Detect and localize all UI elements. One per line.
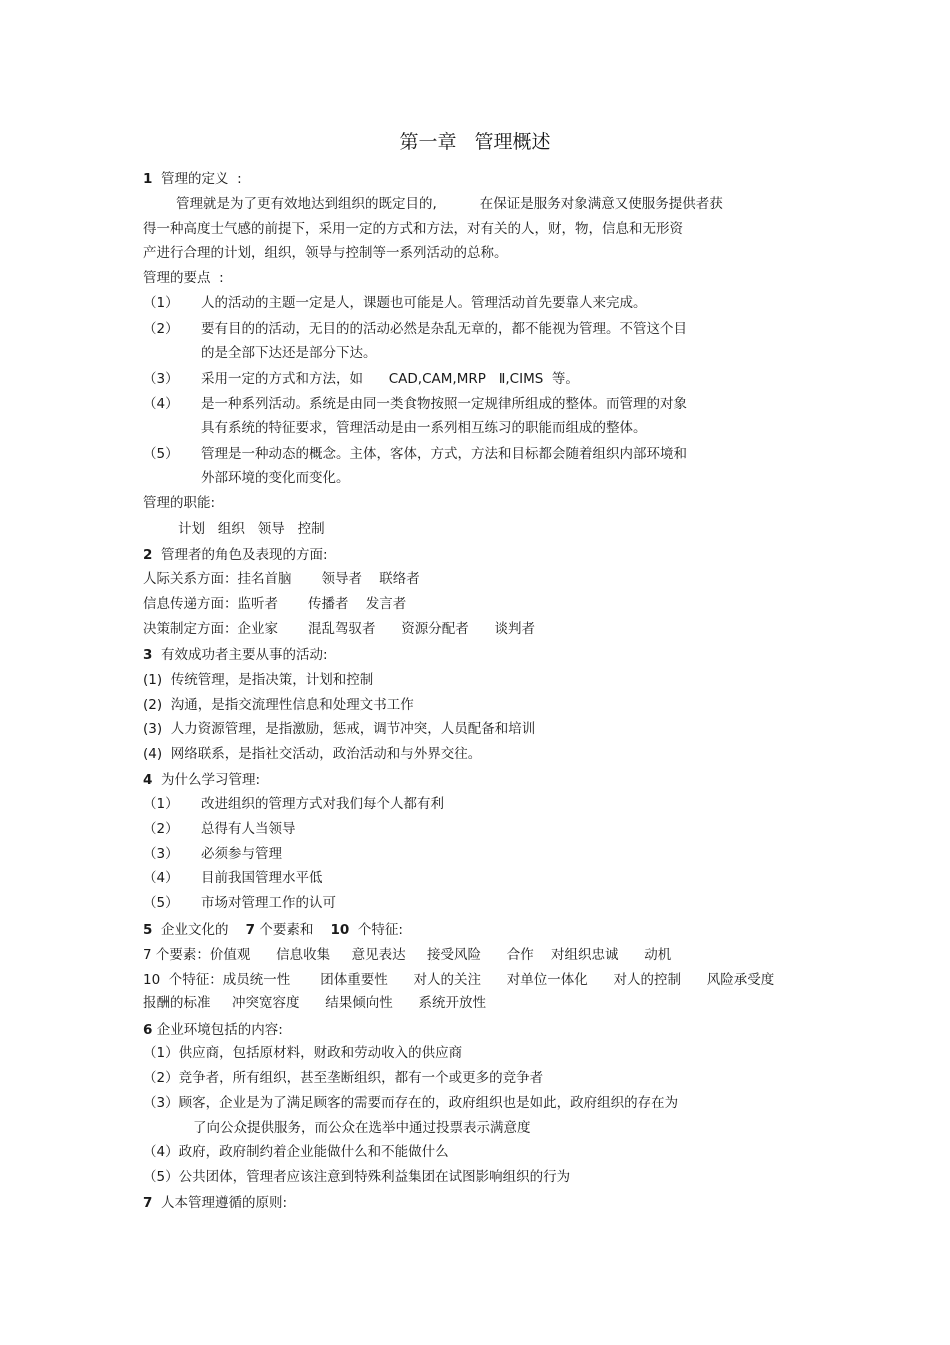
heading-number: 3 bbox=[143, 647, 153, 663]
heading-text: 企业文化的 bbox=[152, 922, 246, 938]
section-1-heading bbox=[143, 170, 242, 188]
section-5-heading bbox=[143, 921, 403, 939]
environment-item: （4）政府，政府制约着企业能做什么和不能做什么 bbox=[143, 1144, 449, 1160]
heading-number: 1 bbox=[143, 171, 153, 187]
role-row: 信息传递方面：监听者 传播者 发言者 bbox=[143, 596, 407, 612]
point-text: 要有目的的活动，无目的的活动必然是杂乱无章的，都不能视为管理。不管这个目 bbox=[201, 321, 687, 337]
section-2-heading bbox=[143, 546, 328, 564]
heading-number: 5 bbox=[143, 922, 153, 938]
point-text: 管理是一种动态的概念。主体，客体，方式，方法和目标都会随着组织内部环境和 bbox=[201, 446, 687, 462]
section-6-heading bbox=[143, 1021, 283, 1039]
activity-item: (1) 传统管理，是指决策，计划和控制 bbox=[143, 672, 374, 688]
reason-text: 市场对管理工作的认可 bbox=[201, 895, 336, 911]
culture-features-line-2: 报酬的标准 冲突宽容度 结果倾向性 系统开放性 bbox=[143, 995, 486, 1011]
activity-item: (4) 网络联系，是指社交活动，政治活动和与外界交往。 bbox=[143, 746, 482, 762]
chapter-title: 第一章 管理概述 bbox=[399, 131, 551, 153]
point-number: （3） bbox=[143, 371, 179, 387]
role-row: 人际关系方面：挂名首脑 领导者 联络者 bbox=[143, 571, 420, 587]
heading-number: 2 bbox=[143, 547, 153, 563]
point-number: （5） bbox=[143, 446, 179, 462]
point-number: （1） bbox=[143, 295, 179, 311]
key-points-heading: 管理的要点 : bbox=[143, 270, 224, 286]
activity-item: (2) 沟通，是指交流理性信息和处理文书工作 bbox=[143, 697, 414, 713]
point-number: （2） bbox=[143, 321, 179, 337]
reason-number: （4） bbox=[143, 870, 179, 886]
point-text-continued: 的是全部下达还是部分下达。 bbox=[201, 345, 377, 361]
reason-text: 改进组织的管理方式对我们每个人都有利 bbox=[201, 796, 444, 812]
section-4-heading bbox=[143, 771, 260, 789]
definition-line-1: 管理就是为了更有效地达到组织的既定目的, 在保证是服务对象满意又使服务提供者获 bbox=[176, 196, 723, 212]
heading-text: 管理的定义 : bbox=[152, 171, 242, 187]
heading-text: 个要素和 bbox=[255, 922, 331, 938]
reason-text: 总得有人当领导 bbox=[201, 821, 296, 837]
reason-number: （3） bbox=[143, 846, 179, 862]
section-3-heading bbox=[143, 646, 328, 664]
point-number: （4） bbox=[143, 396, 179, 412]
environment-item: （3）顾客，企业是为了满足顾客的需要而存在的，政府组织也是如此，政府组织的存在为 bbox=[143, 1095, 679, 1111]
reason-number: （5） bbox=[143, 895, 179, 911]
heading-text: 个特征: bbox=[349, 922, 403, 938]
point-text: 是一种系列活动。系统是由同一类食物按照一定规律所组成的整体。而管理的对象 bbox=[201, 396, 687, 412]
functions-heading: 管理的职能: bbox=[143, 495, 216, 511]
heading-number: 7 bbox=[245, 922, 256, 938]
environment-item: （1）供应商，包括原材料，财政和劳动收入的供应商 bbox=[143, 1045, 463, 1061]
point-text: 采用一定的方式和方法，如 CAD,CAM,MRP Ⅱ,CIMS 等。 bbox=[201, 371, 579, 387]
heading-text: 人本管理遵循的原则: bbox=[152, 1195, 288, 1211]
heading-number: 6 bbox=[143, 1022, 153, 1038]
point-text-continued: 具有系统的特征要求，管理活动是由一系列相互练习的职能而组成的整体。 bbox=[201, 420, 647, 436]
heading-number: 4 bbox=[143, 772, 153, 788]
heading-text: 为什么学习管理: bbox=[152, 772, 261, 788]
definition-line-3: 产进行合理的计划，组织，领导与控制等一系列活动的总称。 bbox=[143, 245, 508, 261]
reason-number: （2） bbox=[143, 821, 179, 837]
point-text-continued: 外部环境的变化而变化。 bbox=[201, 470, 350, 486]
environment-item: （5）公共团体，管理者应该注意到特殊利益集团在试图影响组织的行为 bbox=[143, 1169, 571, 1185]
heading-text: 管理者的角色及表现的方面: bbox=[152, 547, 328, 563]
point-text: 人的活动的主题一定是人，课题也可能是人。管理活动首先要靠人来完成。 bbox=[201, 295, 647, 311]
heading-text: 有效成功者主要从事的活动: bbox=[152, 647, 328, 663]
reason-text: 目前我国管理水平低 bbox=[201, 870, 323, 886]
environment-item-continued: 了向公众提供服务，而公众在选举中通过投票表示满意度 bbox=[193, 1120, 531, 1136]
heading-text: 企业环境包括的内容: bbox=[152, 1022, 283, 1038]
definition-line-2: 得一种高度士气感的前提下，采用一定的方式和方法，对有关的人，财，物，信息和无形资 bbox=[143, 221, 683, 237]
activity-item: (3) 人力资源管理，是指激励，惩戒，调节冲突，人员配备和培训 bbox=[143, 721, 536, 737]
environment-item: （2）竞争者，所有组织，甚至垄断组织，都有一个或更多的竞争者 bbox=[143, 1070, 544, 1086]
reason-text: 必须参与管理 bbox=[201, 846, 282, 862]
heading-number: 10 bbox=[330, 922, 350, 938]
role-row: 决策制定方面：企业家 混乱驾驭者 资源分配者 谈判者 bbox=[143, 621, 536, 637]
culture-features-line-1: 10 个特征：成员统一性 团体重要性 对人的关注 对单位一体化 对人的控制 风险承受度 bbox=[143, 972, 775, 988]
section-7-heading bbox=[143, 1194, 287, 1212]
heading-number: 7 bbox=[143, 1195, 153, 1211]
culture-elements: 7 个要素：价值观 信息收集 意见表达 接受风险 合作 对组织忠诚 动机 bbox=[143, 947, 672, 963]
functions-list: 计划 组织 领导 控制 bbox=[178, 521, 325, 537]
reason-number: （1） bbox=[143, 796, 179, 812]
